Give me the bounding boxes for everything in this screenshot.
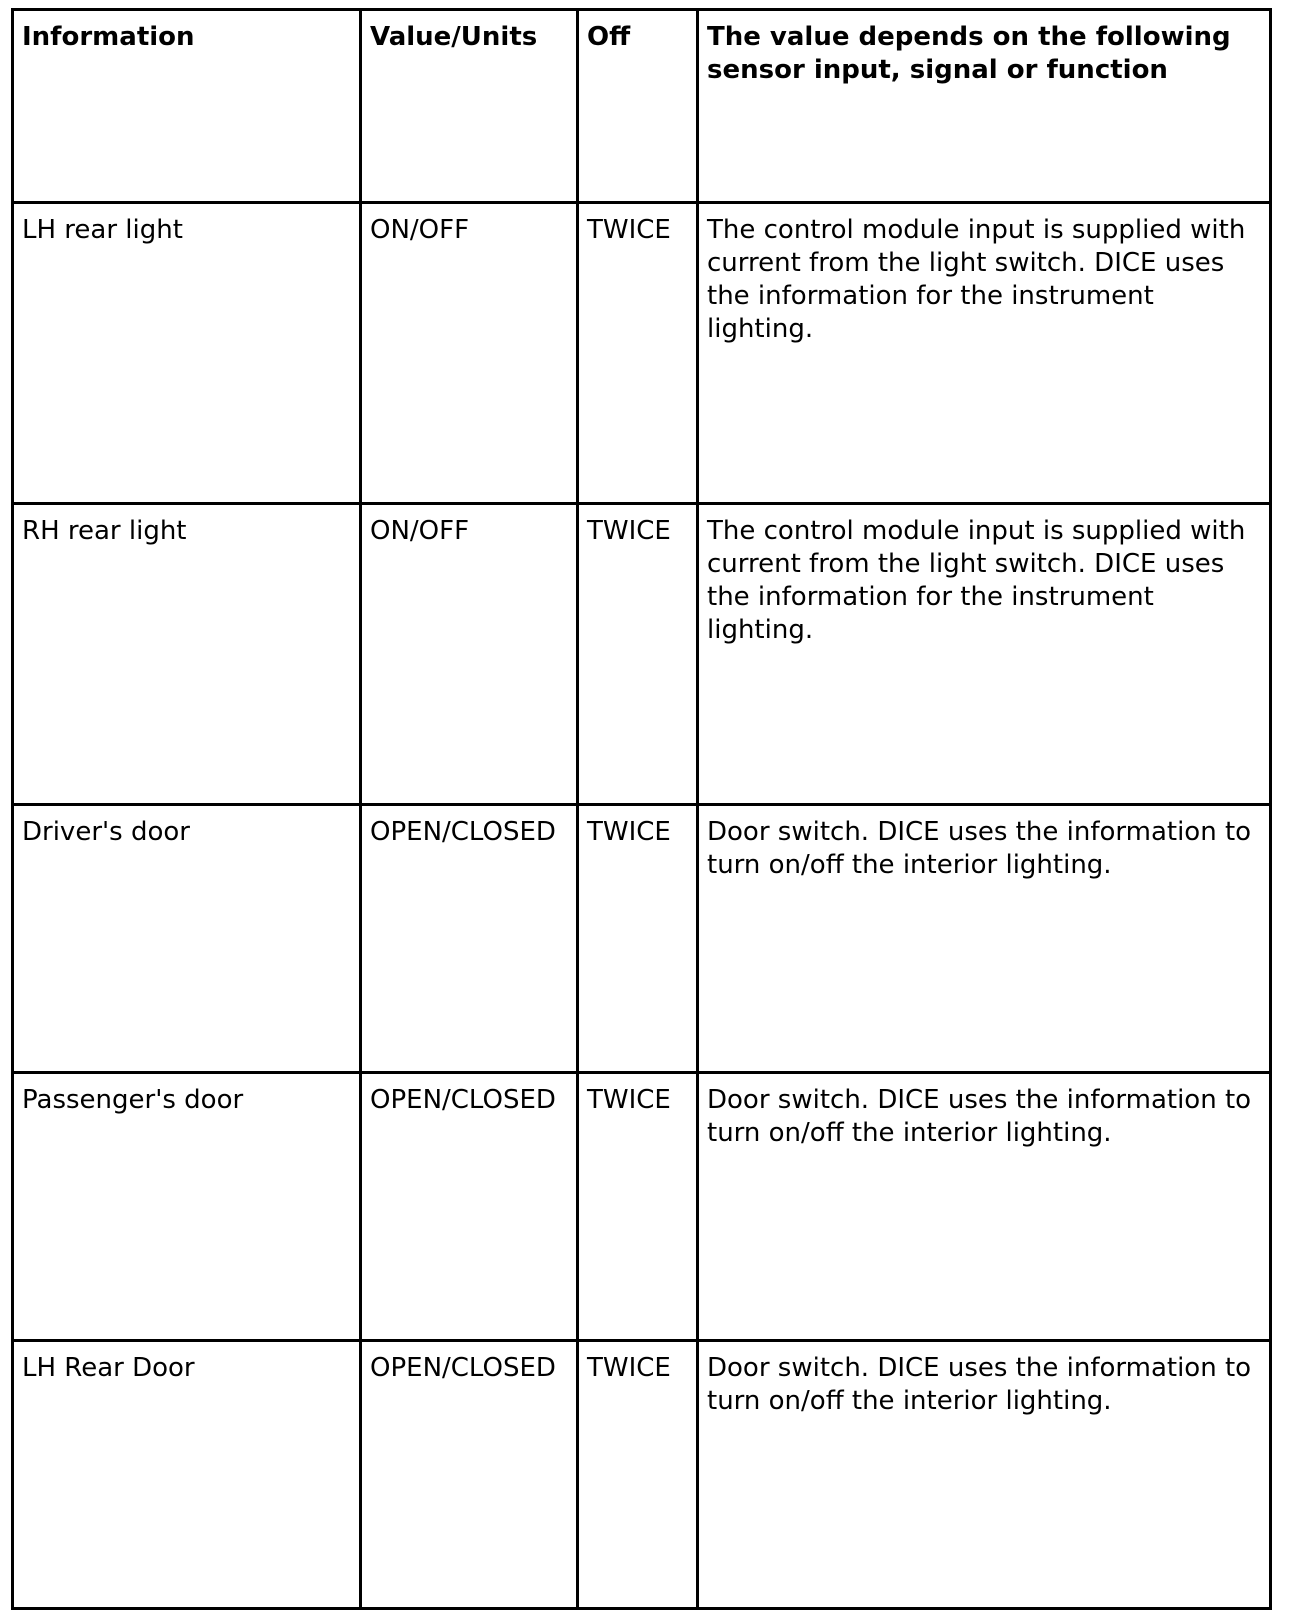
- table-row: [13, 805, 1271, 1073]
- cell-off: TWICE: [578, 805, 698, 1073]
- cell-value-units: OPEN/CLOSED: [361, 1341, 578, 1609]
- cell-information: Passenger's door: [13, 1073, 361, 1341]
- table-row: [13, 203, 1271, 504]
- cell-value-units: OPEN/CLOSED: [361, 1073, 578, 1341]
- cell-information: LH Rear Door: [13, 1341, 361, 1609]
- cell-off: TWICE: [578, 504, 698, 805]
- header-information: Information: [13, 10, 361, 203]
- cell-off: TWICE: [578, 1073, 698, 1341]
- table-row: [13, 1341, 1271, 1609]
- cell-depends-on: The control module input is supplied with current from the light switch. DICE uses the information for the instrument lighting.: [698, 203, 1271, 504]
- header-off: Off: [578, 10, 698, 203]
- cell-off: TWICE: [578, 1341, 698, 1609]
- cell-information: LH rear light: [13, 203, 361, 504]
- table-row: [13, 504, 1271, 805]
- table-row: [13, 1073, 1271, 1341]
- cell-value-units: ON/OFF: [361, 203, 578, 504]
- header-depends-on: The value depends on the following sensor input, signal or function: [698, 10, 1271, 203]
- cell-value-units: ON/OFF: [361, 504, 578, 805]
- cell-depends-on: Door switch. DICE uses the information to turn on/off the interior lighting.: [698, 1073, 1271, 1341]
- cell-information: RH rear light: [13, 504, 361, 805]
- table-header-row: [13, 10, 1271, 203]
- cell-depends-on: Door switch. DICE uses the information to turn on/off the interior lighting.: [698, 1341, 1271, 1609]
- cell-depends-on: The control module input is supplied with current from the light switch. DICE uses the information for the instrument lighting.: [698, 504, 1271, 805]
- cell-value-units: OPEN/CLOSED: [361, 805, 578, 1073]
- cell-depends-on: Door switch. DICE uses the information to turn on/off the interior lighting.: [698, 805, 1271, 1073]
- header-value-units: Value/Units: [361, 10, 578, 203]
- cell-information: Driver's door: [13, 805, 361, 1073]
- signal-information-table: [11, 8, 1272, 1610]
- cell-off: TWICE: [578, 203, 698, 504]
